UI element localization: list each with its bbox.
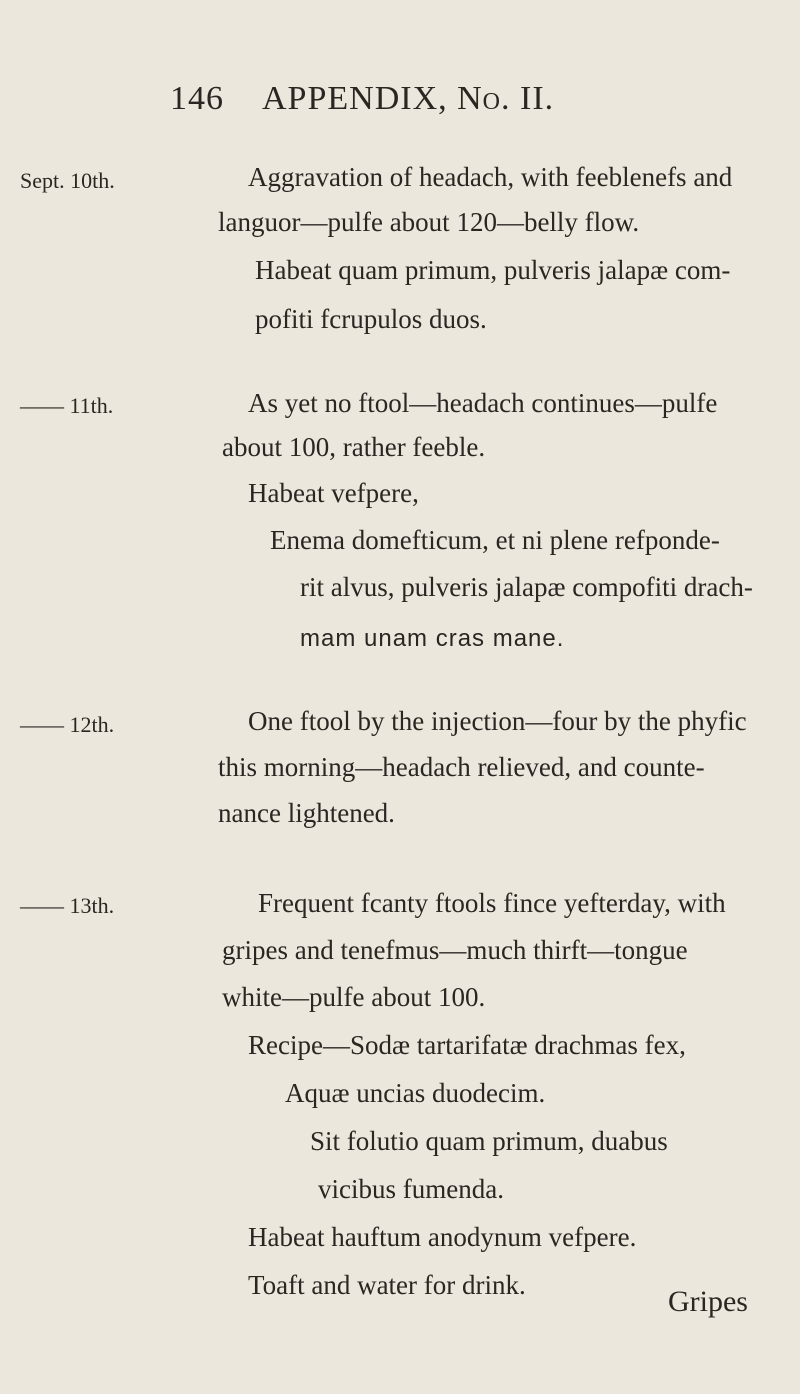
entry-line: Aggravation of headach, with feeblenefs and [248,162,733,192]
entry-line: Toaft and water for drink. [248,1270,526,1300]
entry-line: One ftool by the injection—four by the phyfic [248,706,747,736]
entry-date: —— 13th. [20,893,115,918]
entry-line: about 100, rather feeble. [222,432,486,462]
entry-line: white—pulfe about 100. [222,982,486,1012]
running-title: APPENDIX, No. II. [262,80,555,117]
running-header [170,80,640,120]
entry-date: —— 11th. [20,393,114,418]
entry-line: Aquæ uncias duodecim. [285,1078,546,1108]
entry-line: mam unam cras mane. [300,625,565,652]
entry-line: this morning—headach relieved, and counte- [218,752,705,782]
page-number: 146 [170,80,224,117]
entry-line: rit alvus, pulveris jalapæ compofiti drach- [300,572,753,602]
entry-date: —— 12th. [20,712,115,737]
entry-line: gripes and tenefmus—much thirft—tongue [222,935,688,965]
entry-line: Recipe—Sodæ tartarifatæ drachmas fex, [248,1030,686,1060]
entry-line: Frequent fcanty ftools fince yefterday, with [258,888,726,918]
entry-line: Sit folutio quam primum, duabus [310,1126,668,1156]
entry-line: As yet no ftool—headach continues—pulfe [248,388,718,418]
catchword: Gripes [668,1285,748,1318]
entry-line: Habeat vefpere, [248,478,419,508]
entry-line: vicibus fumenda. [318,1174,504,1204]
entry-date: Sept. 10th. [20,168,115,193]
entry-line: nance lightened. [218,798,395,828]
entry-line: Habeat hauftum anodynum vefpere. [248,1222,637,1252]
entry-line: Enema domefticum, et ni plene refponde- [270,525,720,555]
entry-line: languor—pulfe about 120—belly flow. [218,207,640,237]
entry-line: Habeat quam primum, pulveris jalapæ com- [255,255,731,285]
entry-line: pofiti fcrupulos duos. [255,304,487,334]
